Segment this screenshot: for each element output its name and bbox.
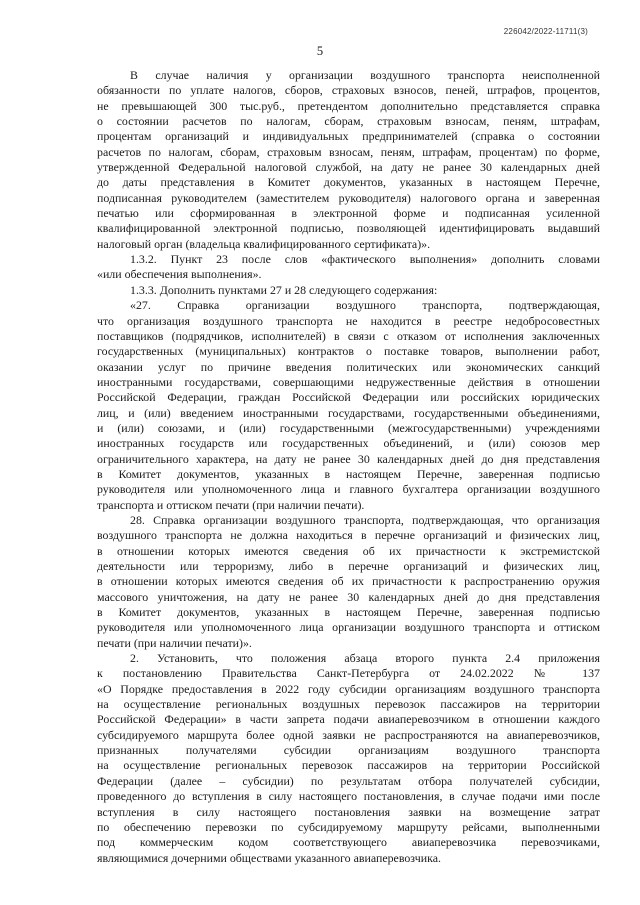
- text-line: в Комитет документов, указанных в настоящем Перечне, заверенная подписью: [97, 466, 600, 481]
- text-line: являющимися дочерними обществами указанного авиаперевозчика.: [97, 850, 441, 865]
- text-line: к постановлению Правительства Санкт-Петербурга от 24.02.2022 № 137: [97, 666, 600, 681]
- text-line: воздушного транспорта не должна находиться в перечне организаций и физических лиц,: [97, 528, 600, 543]
- document-registration-number: 226042/2022-11711(3): [503, 27, 588, 36]
- text-line: Российской Федерации, граждан Российской Федерации или российских юридических: [97, 390, 600, 405]
- text-line: «27. Справка организации воздушного транспорта, подтверждающая,: [130, 298, 600, 313]
- text-line: 1.3.2. Пункт 23 после слов «фактического выполнения» дополнить словами: [130, 252, 600, 267]
- text-line: в Комитет документов, указанных в настоящем Перечне, заверенная подписью: [97, 605, 600, 620]
- text-line: и (или) союзами, и (или) государственными (межгосударственными) учреждениями: [97, 420, 600, 435]
- text-line: налоговый орган (владельца квалифицированного сертификата)».: [97, 236, 431, 251]
- text-line: В случае наличия у организации воздушного транспорта неисполненной: [130, 68, 600, 82]
- text-line: до даты представления в Комитет документов, указанных в настоящем Перечне,: [97, 175, 600, 190]
- text-line: расчетов по налогам, сборам, страховым взносам, пеням, штрафам, процентам) по форме,: [97, 144, 600, 159]
- text-line: руководителя или уполномоченного лица организации воздушного транспорта и оттиском: [97, 620, 600, 635]
- text-line: поставщиков (подрядчиков, исполнителей) в связи с отказом от исполнения заключенных: [97, 328, 600, 343]
- text-line: «или обеспечения выполнения».: [97, 267, 262, 282]
- text-line: вступления в силу настоящего постановления заявки на возмещение затрат: [97, 804, 600, 819]
- text-line: печати (при наличии печати)».: [97, 635, 252, 650]
- text-line: обязанности по уплате налогов, сборов, страховых взносов, пеней, штрафов, процентов,: [97, 83, 600, 98]
- text-line: субсидируемого маршрута более одной заявки не распространяются на авиаперевозчиков,: [97, 727, 600, 742]
- text-line: лиц, и (или) введением иностранными государствами, государственными объединениями,: [97, 405, 600, 420]
- text-line: массового уничтожения, на дату не ранее 30 календарных дней до дня представления: [97, 589, 600, 604]
- text-line: процентам организаций и индивидуальных предпринимателей (справка о состоянии: [97, 129, 600, 144]
- text-line: оказании услуг по причине введения политических или экономических санкций: [97, 359, 600, 374]
- text-line: руководителя или уполномоченного лица и главного бухгалтера организации воздушного: [97, 482, 600, 497]
- text-line: государственных (муниципальных) контрактов о поставке товаров, выполнении работ,: [97, 344, 600, 359]
- text-line: проведенного до вступления в силу настоящего постановления, в случае подачи ими после: [97, 789, 600, 804]
- text-line: утвержденной Федеральной налоговой службой, на дату не ранее 30 календарных дней: [97, 160, 600, 175]
- text-line: не превышающей 300 тыс.руб., претендентом дополнительно представляется справка: [97, 98, 600, 113]
- text-line: признанных получателями субсидии организациям воздушного транспорта: [97, 743, 600, 758]
- text-line: Российской Федерации» в части запрета подачи авиаперевозчиком в отношении каждого: [97, 712, 600, 727]
- text-line: о состоянии расчетов по налогам, сборам, страховым взносам, пеням, штрафам,: [97, 114, 600, 129]
- text-line: 28. Справка организации воздушного транспорта, подтверждающая, что организация: [130, 512, 600, 527]
- text-line: на осуществление региональных воздушных перевозок пассажиров на территории: [97, 697, 600, 712]
- text-line: 1.3.3. Дополнить пунктами 27 и 28 следующего содержания:: [130, 282, 438, 297]
- text-line: ограничительного характера, на дату не ранее 30 календарных дней до дня представления: [97, 451, 600, 466]
- text-line: в отношении которых имеются сведения об их причастности к распространению оружия: [97, 574, 600, 589]
- text-line: 2. Установить, что положения абзаца второго пункта 2.4 приложения: [130, 651, 600, 666]
- text-line: на осуществление региональных перевозок пассажиров на территории Российской: [97, 758, 600, 773]
- text-line: иностранными государствами, совершающими недружественные действия в отношении: [97, 374, 600, 389]
- text-line: деятельности или терроризму, либо в перечне организаций и физических лиц,: [97, 559, 600, 573]
- text-line: иностранных государств или государственных объединений, и (или) союзов мер: [97, 436, 600, 451]
- text-line: подписанная руководителем (заместителем руководителя) налогового органа и заверенная: [97, 190, 600, 205]
- page-number: 5: [316, 44, 324, 58]
- text-line: под коммерческим кодом соответствующего авиаперевозчика перевозчиками,: [97, 835, 600, 850]
- text-line: что организация воздушного транспорта не находится в реестре недобросовестных: [97, 313, 600, 328]
- text-line: по обеспечению перевозки по субсидируемому маршруту рейсами, выполненными: [97, 819, 600, 834]
- text-line: транспорта и оттиском печати (при наличии печати).: [97, 497, 365, 512]
- text-line: «О Порядке предоставления в 2022 году субсидии организациям воздушного транспорта: [97, 681, 600, 696]
- text-line: квалифицированной электронной подписью, позволяющей идентифицировать выдавший: [97, 221, 600, 236]
- document-body: [97, 68, 600, 866]
- text-line: печатью или сформированная в электронной форме и подписанная усиленной: [97, 206, 600, 221]
- text-line: в отношении которых имеются сведения об их причастности к экстремистской: [97, 543, 600, 558]
- text-line: Федерации (далее – субсидии) по результатам отбора получателей субсидии,: [97, 773, 600, 788]
